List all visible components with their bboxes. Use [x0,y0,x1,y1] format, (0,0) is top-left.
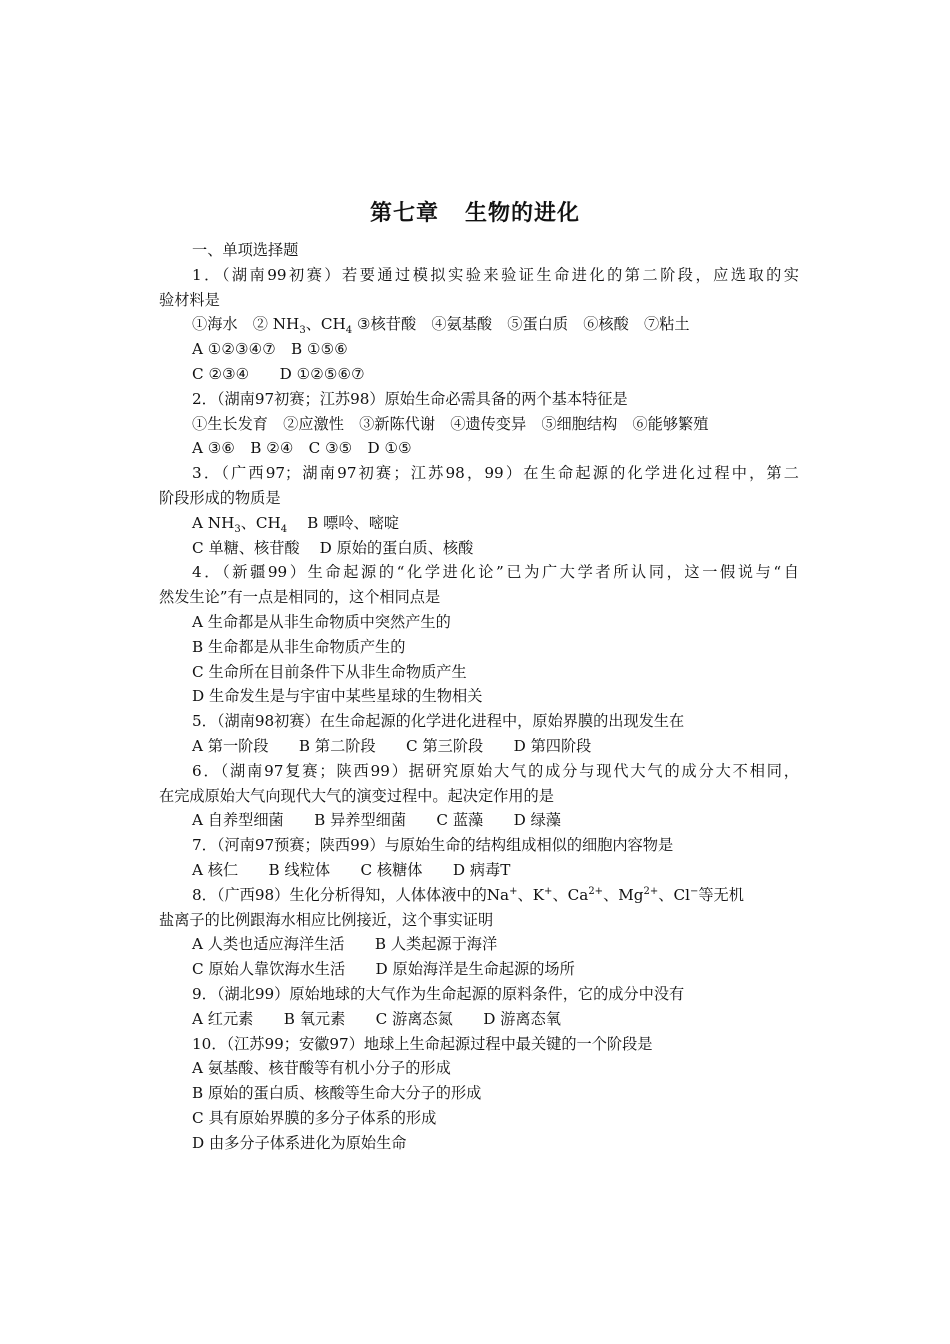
question-9-stem: 9．（湖北99）原始地球的大气作为生命起源的原料条件，它的成分中没有 [192,984,685,1003]
question-1-options-1: A ①②③④⑦ B ①⑤⑥ [192,340,348,359]
question-10-option-c: C 具有原始界膜的多分子体系的形成 [192,1108,437,1127]
question-10-option-d: D 由多分子体系进化为原始生命 [192,1133,407,1152]
chapter-number: 第七章 [369,201,439,226]
chapter-name: 生物的进化 [465,201,581,226]
question-list [159,238,799,1155]
question-2-items: ①生长发育 ②应激性 ③新陈代谢 ④遗传变异 ⑤细胞结构 ⑥能够繁殖 [192,414,709,433]
section-heading: 一、单项选择题 [192,241,299,259]
question-10-option-b: B 原始的蛋白质、核酸等生命大分子的形成 [192,1084,482,1103]
question-1-stem: 1．（湖南99初赛）若要通过模拟实验来验证生命进化的第二阶段，应选取的实 [192,265,799,284]
question-6-stem-cont: 在完成原始大气向现代大气的演变过程中。起决定作用的是 [159,786,554,805]
question-8-stem-cont: 盐离子的比例跟海水相应比例接近，这个事实证明 [159,910,494,929]
question-7-stem: 7．（河南97预赛；陕西99）与原始生命的结构组成相似的细胞内容物是 [192,836,674,855]
page-title [0,196,950,227]
question-5-stem: 5．（湖南98初赛）在生命起源的化学进化进程中，原始界膜的出现发生在 [192,712,685,731]
question-3-stem: 3．（广西97；湖南97初赛；江苏98，99）在生命起源的化学进化过程中，第二 [192,464,799,483]
question-1-stem-cont: 验材料是 [159,290,220,309]
question-4-option-d: D 生命发生是与宇宙中某些星球的生物相关 [192,687,483,706]
question-8-stem: 8．（广西98）生化分析得知，人体体液中的Na+、K+、$Ca^{2+}$、$Mg^{2+}$、Cl−等无机 [192,885,744,904]
question-4-option-a: A 生命都是从非生命物质中突然产生的 [192,612,451,631]
question-2-stem: 2．（湖南97初赛；江苏98）原始生命必需具备的两个基本特征是 [192,389,628,408]
question-10-option-a: A 氨基酸、核苷酸等有机小分子的形成 [192,1059,451,1078]
question-6-stem: 6．（湖南97复赛；陕西99）据研究原始大气的成分与现代大气的成分大不相同， [192,761,799,780]
question-3-options-2: C 单糖、核苷酸 D 原始的蛋白质、核酸 [192,538,474,557]
question-7-options: A 核仁 B 线粒体 C 核糖体 D 病毒T [192,860,511,879]
question-5-options: A 第一阶段 B 第二阶段 C 第三阶段 D 第四阶段 [192,736,592,755]
question-4-stem: 4．（新疆99）生命起源的“化学进化论”已为广大学者所认同，这一假说与“自 [192,563,799,582]
question-2-options: A ③⑥ B ②④ C ③⑤ D ①⑤ [192,439,412,458]
question-1-options-2: C ②③④ D ①②⑤⑥⑦ [192,364,365,383]
question-1-items: ①海水 ② $NH_3$、$CH_4$ ③核苷酸 ④氨基酸 ⑤蛋白质 ⑥核酸 ⑦粘土 [192,315,690,337]
question-4-option-b: B 生命都是从非生命物质产生的 [192,637,406,656]
question-10-stem: 10．（江苏99；安徽97）地球上生命起源过程中最关键的一个阶段是 [192,1034,653,1053]
question-3-options-1: A $NH_3$、$CH_4$ B 嘌呤、嘧啶 [192,513,400,535]
question-8-options-2: C 原始人靠饮海水生活 D 原始海洋是生命起源的场所 [192,960,575,979]
question-6-options: A 自养型细菌 B 异养型细菌 C 蓝藻 D 绿藻 [192,811,561,830]
question-8-options-1: A 人类也适应海洋生活 B 人类起源于海洋 [192,935,498,954]
question-4-stem-cont: 然发生论”有一点是相同的，这个相同点是 [159,588,441,607]
question-4-option-c: C 生命所在目前条件下从非生命物质产生 [192,662,467,681]
question-3-stem-cont: 阶段形成的物质是 [159,488,281,507]
question-9-options: A 红元素 B 氧元素 C 游离态氮 D 游离态氧 [192,1009,561,1028]
